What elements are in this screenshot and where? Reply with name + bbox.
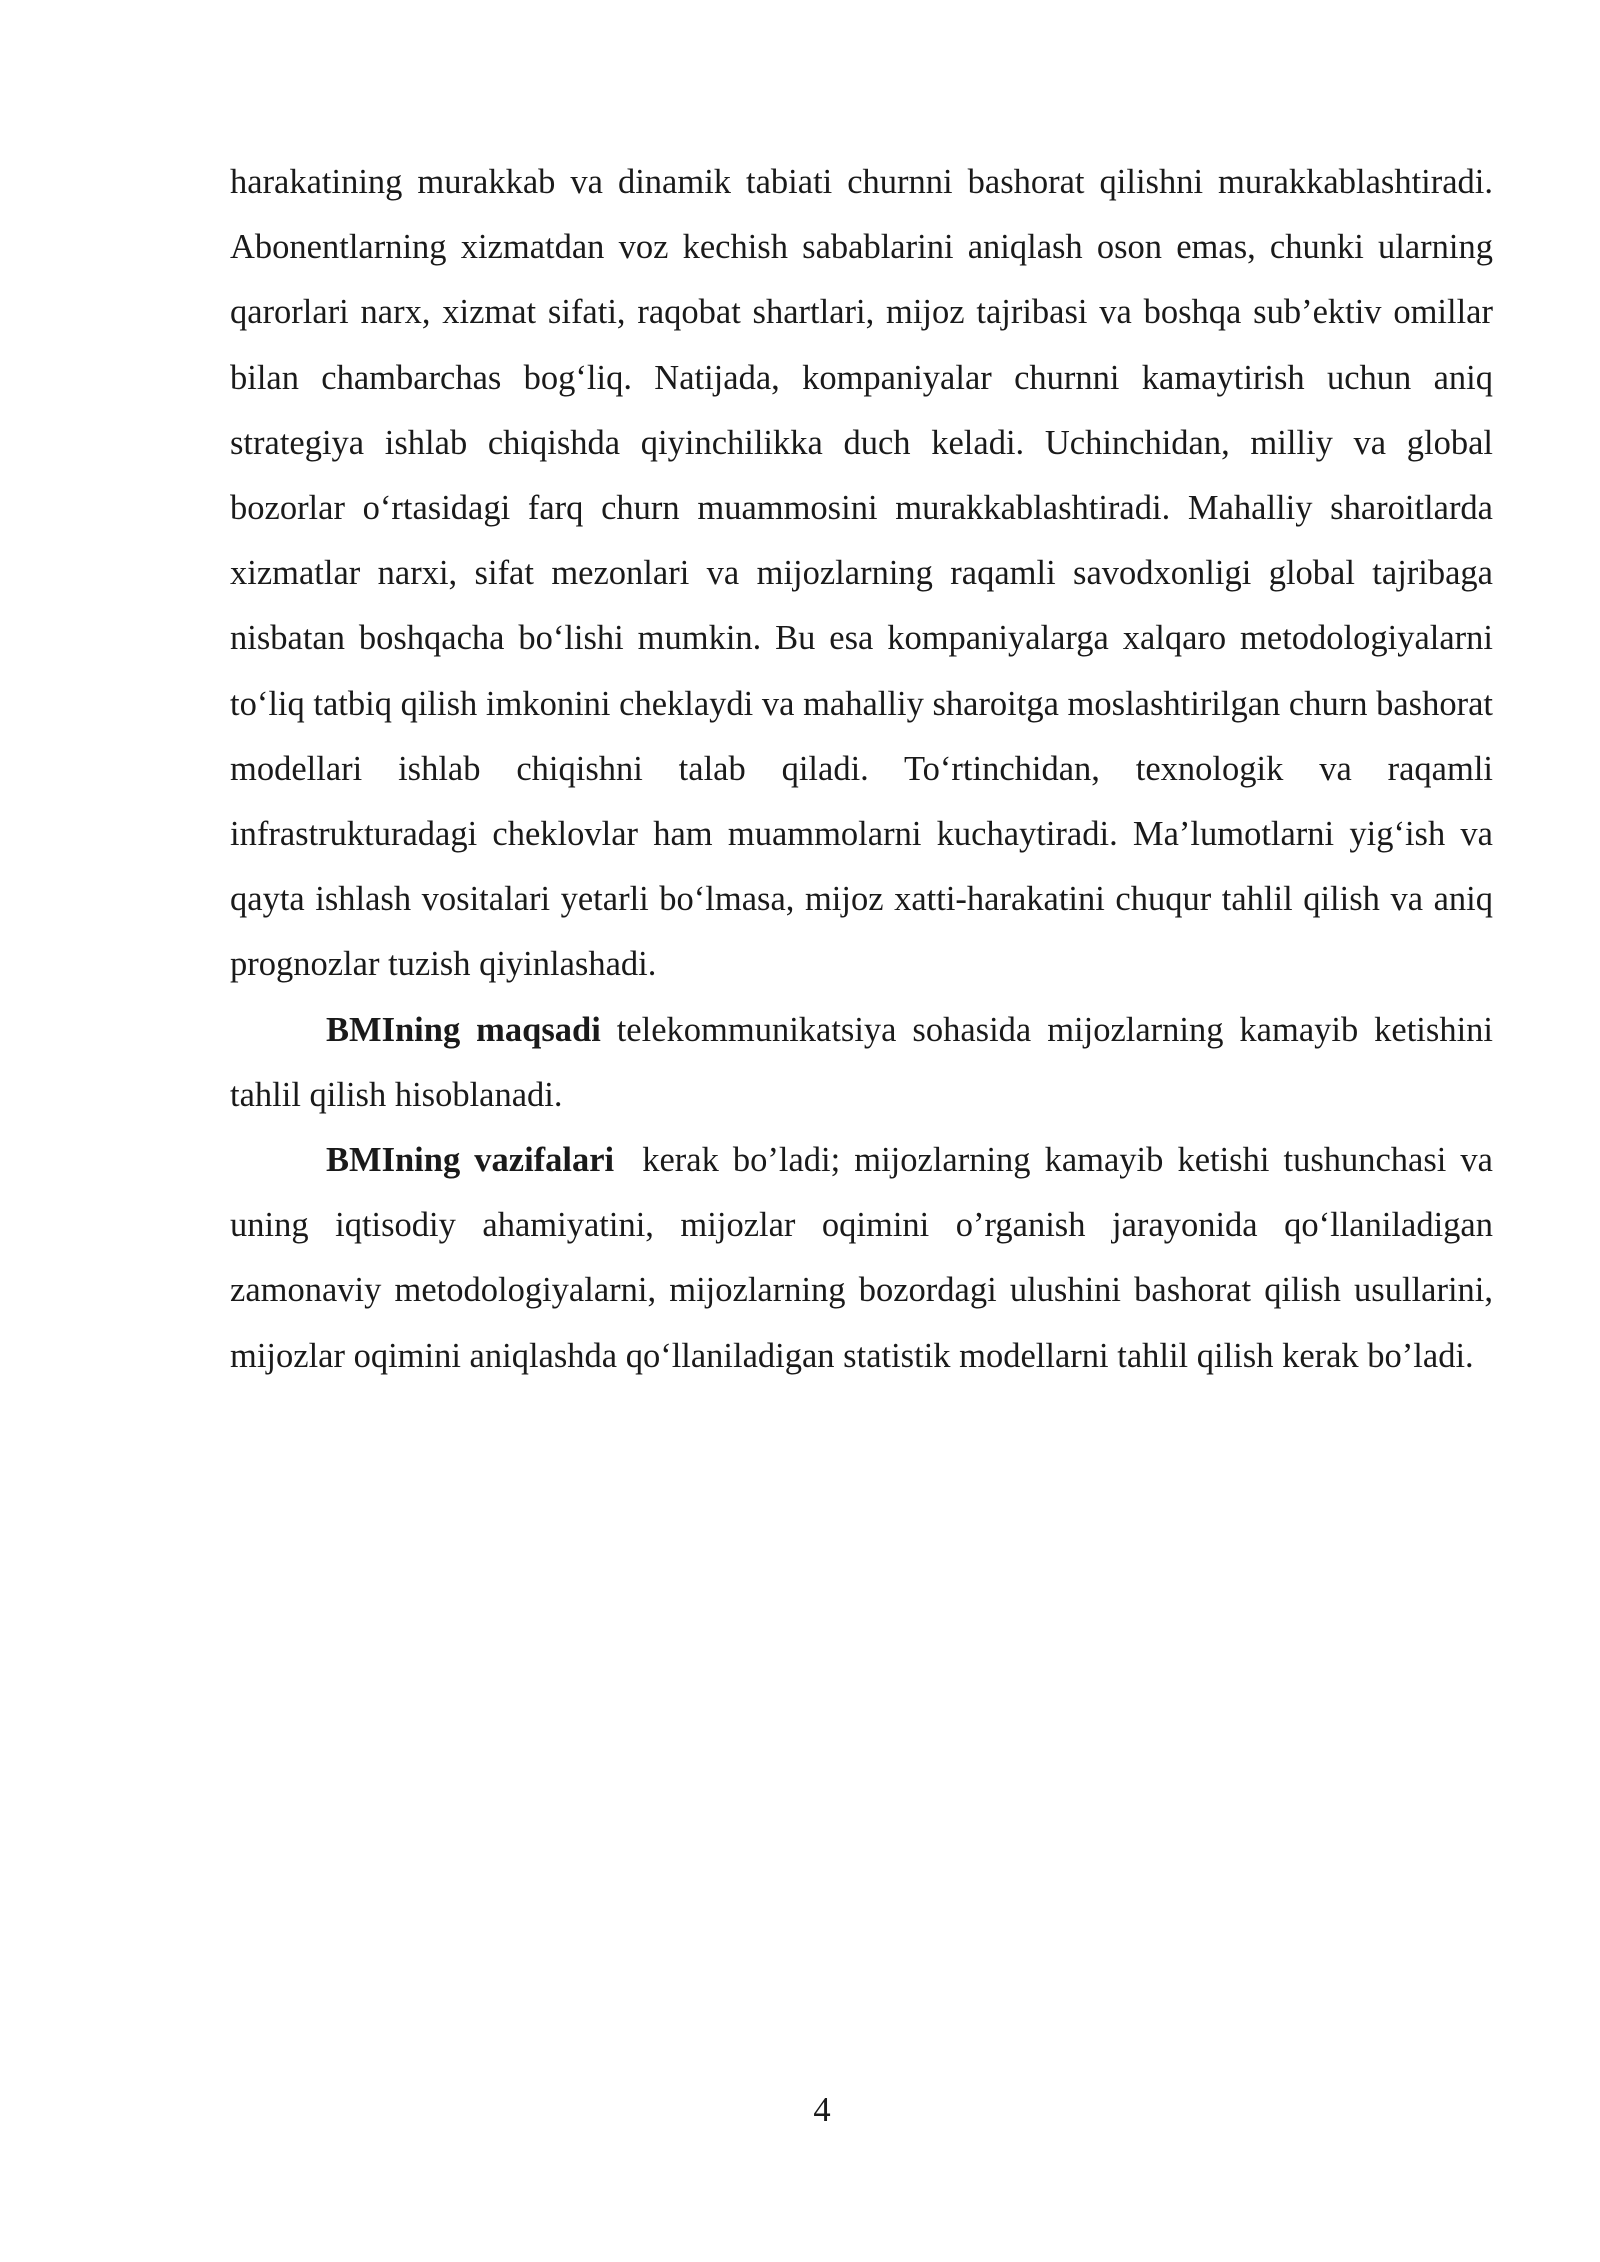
- document-body: [230, 150, 1511, 1389]
- page-number: 4: [813, 2091, 831, 2129]
- tasks-text: kerak bo’ladi; mijozlarning kamayib ketishi tushunchasi va uning iqtisodiy ahamiyatini, mijozlar oqimini o’rganish jarayonida qo‘llaniladigan zamonaviy metodologiyalarni, mijozlarning bozordagi ulushini bashorat qilish usullarini, mijozlar oqimini aniqlashda qo‘llaniladigan statistik modellarni tahlil qilish kerak bo’ladi.: [230, 1141, 1511, 1375]
- objective-text: telekommunikatsiya sohasida mijozlarning kamayib ketishini tahlil qilish hisoblanadi.: [230, 1010, 1493, 1114]
- tasks-heading: BMIning vazifalari: [326, 1141, 615, 1180]
- objective-heading: BMIning maqsadi: [326, 1010, 601, 1049]
- paragraph-churn-challenges: harakatining murakkab va dinamik tabiati churnni bashorat qilishni murakkablashtiradi. Abonentlarning xizmatdan voz kechish sabablarini aniqlash oson emas, chunki ularning qarorlari narx, xizmat sifati, raqobat shartlari, mijoz tajribasi va boshqa sub’ektiv omillar bilan chambarchas bog‘liq. Natijada, kompaniyalar churnni kamaytirish uchun aniq strategiya ishlab chiqishda qiyinchilikka duch keladi. Uchinchidan, milliy va global bozorlar o‘rtasidagi farq churn muammosini murakkablashtiradi. Mahalliy sharoitlarda xizmatlar narxi, sifat mezonlari va mijozlarning raqamli savodxonligi global tajribaga nisbatan boshqacha bo‘lishi mumkin. Bu esa kompaniyalarga xalqaro metodologiyalarni to‘liq tatbiq qilish imkonini cheklaydi va mahalliy sharoitga moslashtirilgan churn bashorat modellari ishlab chiqishni talab qiladi. To‘rtinchidan, texnologik va raqamli infrastrukturadagi cheklovlar ham muammolarni kuchaytiradi. Ma’lumotlarni yig‘ish va qayta ishlash vositalari yetarli bo‘lmasa, mijoz xatti-harakatini chuqur tahlil qilish va aniq prognozlar tuzish qiyinlashadi.: [230, 163, 1493, 984]
- paragraph-tasks: [230, 1128, 1511, 1389]
- paragraph-objective: [230, 998, 1493, 1128]
